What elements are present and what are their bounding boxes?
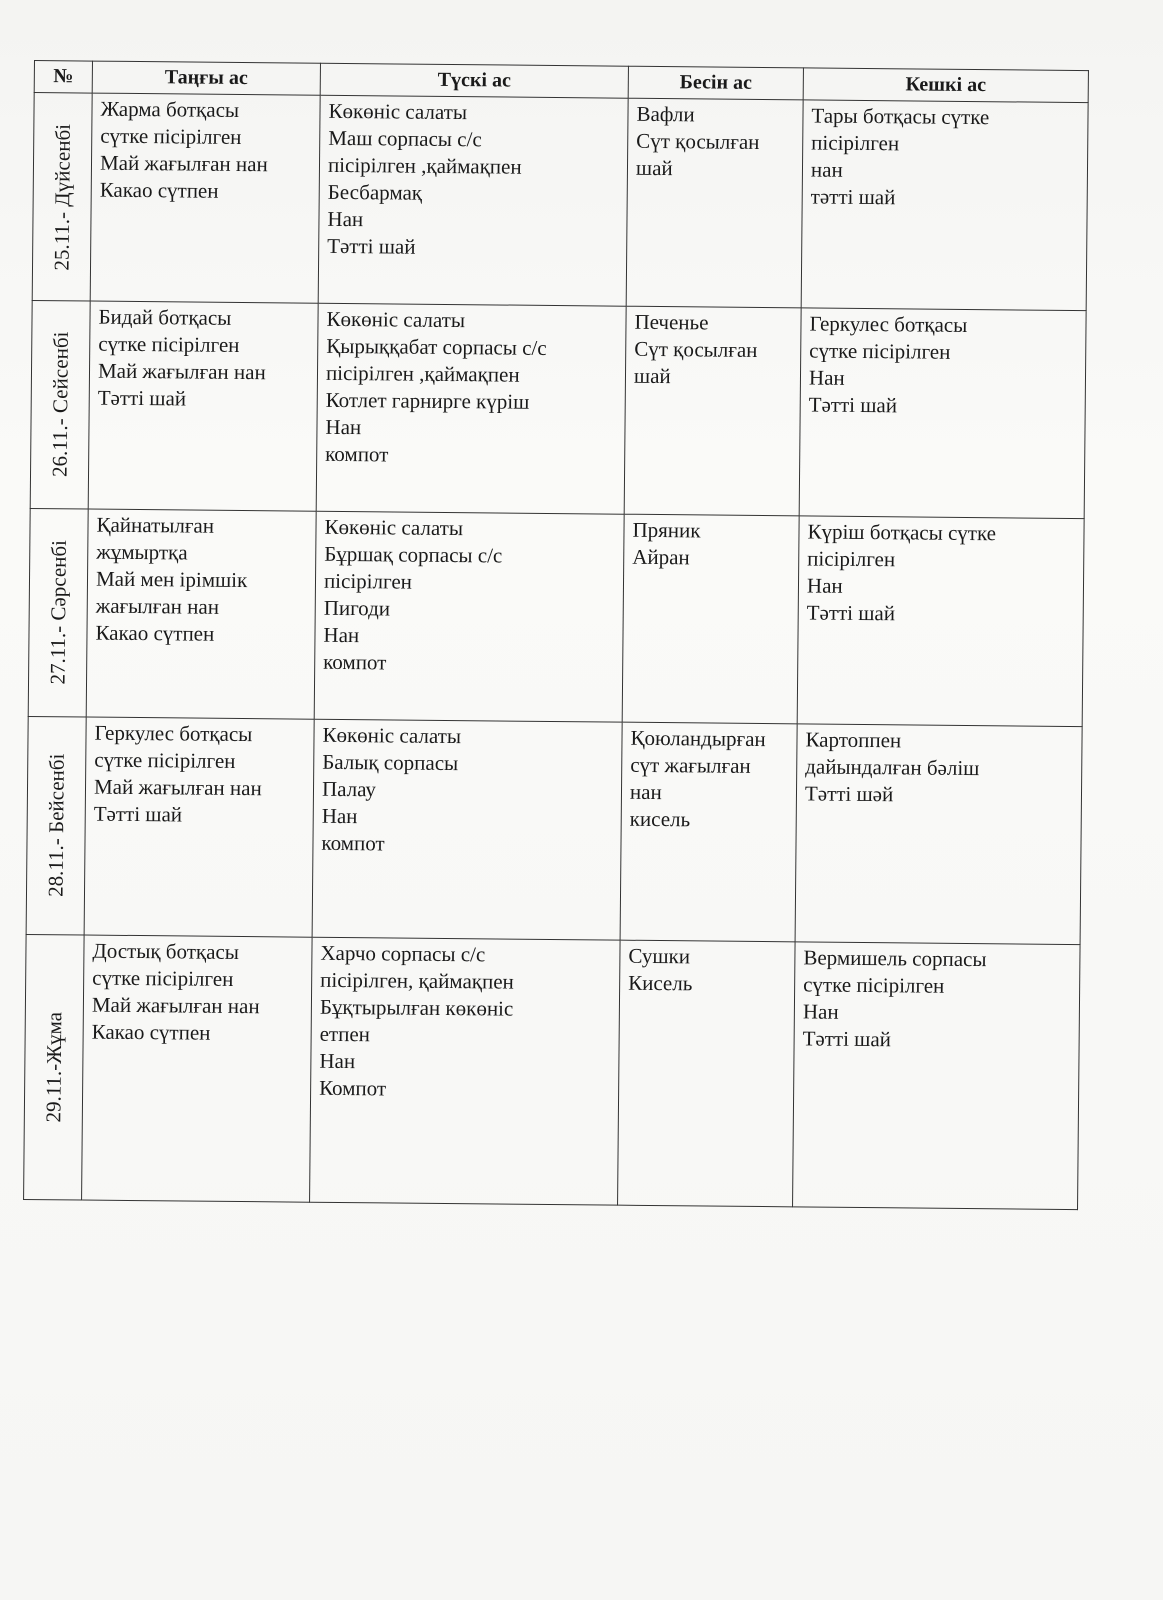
day-label: 28.11.- Бейсенбі (42, 753, 69, 898)
day-cell (32, 93, 92, 301)
day-label: 25.11.- Дүйсенбі (48, 123, 75, 271)
weekly-menu-table (23, 60, 1089, 1210)
lunch-items: Көкөніс салаты Маш сорпасы с/с пісірілген ,қаймақпен Бесбармақ Нан Тәтті шай (327, 99, 522, 259)
day-label: 27.11.- Сәрсенбі (45, 540, 71, 685)
lunch-items: Көкөніс салаты Бұршақ сорпасы с/с пісірілген Пигоди Нан компот (323, 514, 503, 675)
dinner-items: Күріш ботқасы сүтке пісірілген Нан Тәтті шай (806, 519, 997, 626)
dinner-cell (795, 724, 1082, 945)
snack-cell (622, 514, 799, 724)
breakfast-items: Жарма ботқасы сүтке пісірілген Май жағылған нан Какао сүтпен (99, 96, 268, 203)
snack-cell (618, 940, 796, 1207)
breakfast-cell (88, 301, 318, 511)
dinner-cell (801, 100, 1088, 311)
snack-cell (626, 98, 803, 308)
lunch-cell (310, 937, 621, 1205)
snack-items: Печенье Сүт қосылған шай (633, 309, 758, 389)
snack-items: Сушки Кисель (628, 943, 693, 996)
breakfast-items: Достық ботқасы сүтке пісірілген Май жағылған нан Какао сүтпен (91, 938, 260, 1045)
day-cell (30, 301, 90, 509)
breakfast-cell (90, 93, 320, 303)
dinner-cell (797, 516, 1084, 727)
lunch-cell (312, 719, 622, 940)
breakfast-cell (82, 935, 313, 1202)
breakfast-items: Геркулес ботқасы сүтке пісірілген Май жағылған нан Тәтті шай (93, 720, 262, 827)
snack-cell (624, 306, 801, 516)
snack-items: Вафли Сүт қосылған шай (635, 101, 760, 181)
day-label: 26.11.- Сейсенбі (46, 331, 73, 478)
day-cell (24, 934, 85, 1200)
table-row (32, 93, 1088, 311)
header-snack: Бесін ас (628, 66, 803, 100)
dinner-items: Тары ботқасы сүтке пісірілген нан тәтті шай (810, 103, 990, 210)
day-label: 29.11.-Жұма (40, 1011, 66, 1123)
header-lunch: Түскі ас (320, 63, 628, 98)
header-dinner: Кешкі ас (803, 68, 1088, 103)
dinner-items: Геркулес ботқасы сүтке пісірілген Нан Тәтті шай (808, 311, 968, 418)
lunch-cell (318, 95, 628, 306)
day-cell (26, 716, 86, 935)
table-row (28, 508, 1084, 726)
header-breakfast: Таңғы ас (92, 61, 320, 95)
day-cell (28, 508, 88, 716)
dinner-items: Картоппен дайындалған бәліш Тәтті шәй (804, 727, 980, 807)
table-row (24, 934, 1080, 1209)
dinner-items: Вермишель сорпасы сүтке пісірілген Нан Тәтті шай (802, 945, 987, 1052)
breakfast-items: Қайнатылған жұмыртқа Май мен ірімшік жағылған нан Какао сүтпен (95, 512, 248, 646)
breakfast-cell (86, 509, 316, 719)
dinner-cell (793, 942, 1081, 1210)
table-row (30, 301, 1086, 519)
lunch-items: Көкөніс салаты Қырыққабат сорпасы с/с пісірілген ,қаймақпен Котлет гарнирге күріш Нан компот (325, 306, 547, 467)
table-row (26, 716, 1082, 944)
lunch-cell (316, 303, 626, 514)
dinner-cell (799, 308, 1086, 519)
lunch-cell (314, 511, 624, 722)
snack-items: Қоюландырған сүт жағылған нан кисель (629, 725, 766, 832)
snack-cell (620, 722, 797, 942)
lunch-items: Харчо сорпасы с/с пісірілген, қаймақпен Бұқтырылған көкөніс етпен Нан Компот (319, 940, 514, 1101)
breakfast-items: Бидай ботқасы сүтке пісірілген Май жағылған нан Тәтті шай (97, 304, 266, 411)
snack-items: Пряник Айран (632, 517, 701, 570)
breakfast-cell (84, 717, 314, 937)
header-number: № (34, 61, 92, 94)
lunch-items: Көкөніс салаты Балық сорпасы Палау Нан компот (321, 722, 462, 856)
